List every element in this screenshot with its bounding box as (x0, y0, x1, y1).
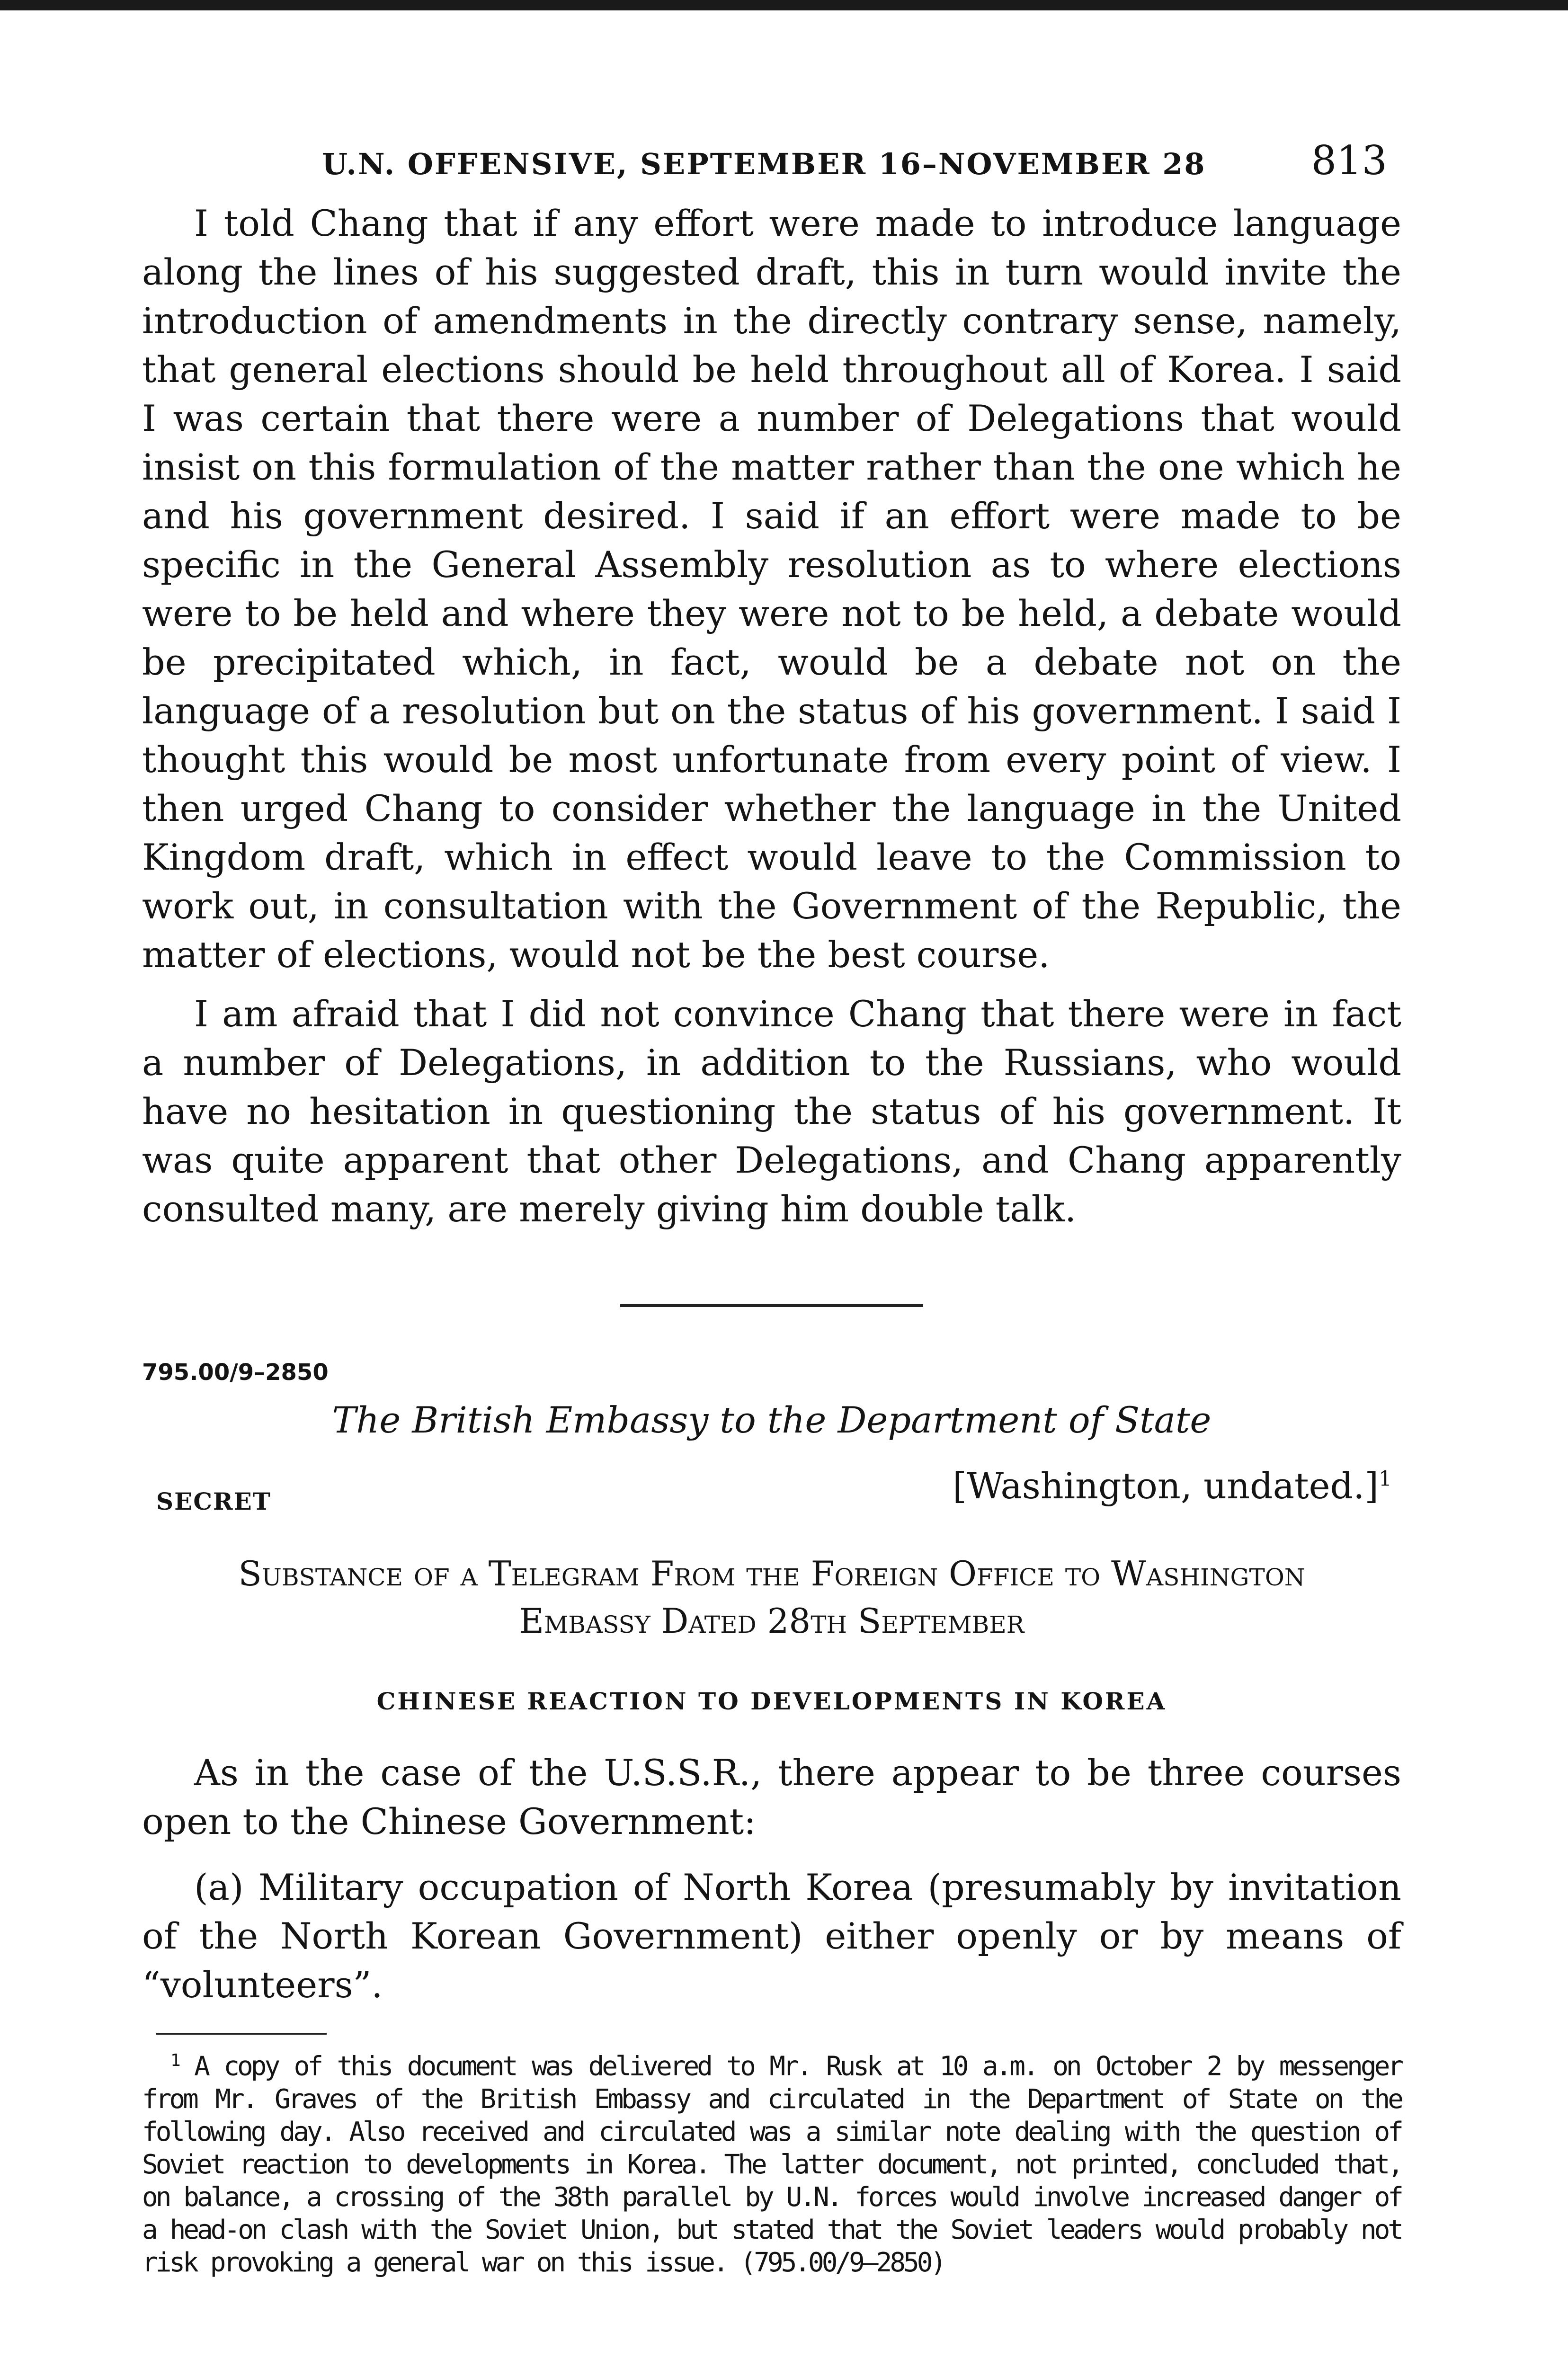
footnote-text: A copy of this document was delivered to Mr. Rusk at 10 a.m. on October 2 by messenger from Mr. Graves of the British Embassy and circulated in the Department of State on the following day. Also received and circulated was a similar note dealing with the question of Soviet reaction to developments in Korea. The latter document, not printed, concluded that, on balance, a crossing of the 38th parallel by U.N. forces would involve increased danger of a head-on clash with the Soviet Union, but stated that the Soviet leaders would probably not risk provoking a general war on this issue. (795.00/9–2850) (142, 2051, 1401, 2278)
opening-paragraph: As in the case of the U.S.S.R., there appear to be three courses open to the Chinese Government: (142, 1752, 1401, 1842)
subject-heading (142, 1550, 1401, 1645)
section-subheading: CHINESE REACTION TO DEVELOPMENTS IN KOREA (376, 1687, 1167, 1715)
footnote-reference: 1 (1379, 1467, 1392, 1491)
classification-row (142, 1465, 1401, 1517)
place-date-text: [Washington, undated.] (953, 1465, 1379, 1507)
running-title: U.N. OFFENSIVE, SEPTEMBER 16–NOVEMBER 28 (322, 147, 1206, 181)
subject-line-2: Embassy Dated 28th September (519, 1601, 1025, 1641)
page-number: 813 (1311, 137, 1387, 184)
classification-label: SECRET (156, 1487, 271, 1515)
footnote-marker: 1 (170, 2051, 178, 2070)
body-paragraph-2: I am afraid that I did not convince Chang that there were in fact a number of Delegations, in addition to the Russians, who would have no hesitation in questioning the status of his government. It was quite apparent that other Delegations, and Chang apparently consulted many, are merely giving him double talk. (142, 993, 1401, 1230)
footnote-body (142, 2044, 1401, 2279)
place-date (953, 1465, 1392, 1507)
item-a-paragraph: (a) Military occupation of North Korea (presumably by invitation of the North Korean Government) either openly or by means of “volunteers”. (142, 1866, 1401, 2006)
file-number: 795.00/9–2850 (142, 1359, 329, 1386)
section-divider (620, 1304, 923, 1307)
subject-line-1: Substance of a Telegram From the Foreign Office to Washington (238, 1554, 1305, 1593)
document-page (142, 128, 1401, 2279)
document-title: The British Embassy to the Department of State (332, 1399, 1212, 1441)
footnote (142, 2044, 1401, 2279)
page-header (142, 128, 1401, 199)
scan-top-edge (0, 0, 1568, 10)
footnote-divider (156, 2033, 327, 2035)
body-paragraph-1: I told Chang that if any effort were made to introduce language along the lines of his suggested draft, this in turn would invite the introduction of amendments in the directly contrary sense, namely, that general elections should be held throughout all of Korea. I said I was certain that there were a number of Delegations that would insist on this formulation of the matter rather than the one which he and his government desired. I said if an effort were made to be specific in the General Assembly resolution as to where elections were to be held and where they were not to be held, a debate would be precipitated which, in fact, would be a debate not on the language of a resolution but on the status of his government. I said I thought this would be most unfortunate from every point of view. I then urged Chang to consider whether the language in the United Kingdom draft, which in effect would leave to the Commission to work out, in consultation with the Government of the Republic, the matter of elections, would not be the best course. (142, 202, 1401, 976)
